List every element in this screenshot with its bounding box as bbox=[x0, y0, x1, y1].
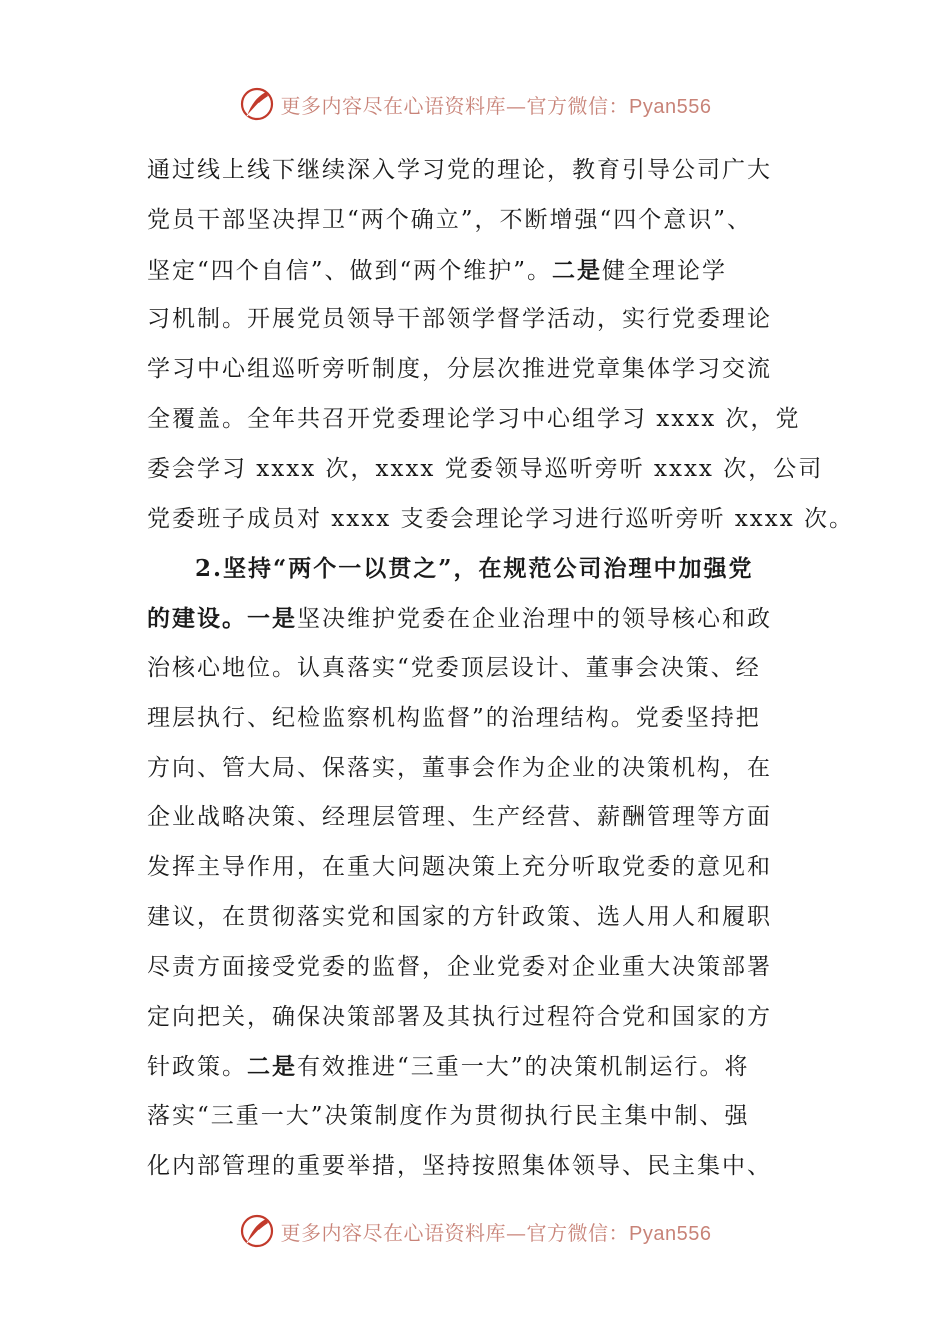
text-line: 治核心地位。认真落实“党委顶层设计、董事会决策、经 bbox=[147, 654, 761, 681]
text-line: 党员干部坚决捍卫“两个确立”，不断增强“四个意识”、 bbox=[147, 206, 753, 233]
text-line: 企业战略决策、经理层管理、生产经营、薪酬管理等方面 bbox=[147, 804, 772, 831]
banner-text: 更多内容尽在心语资料库—官方微信：Pyan556 bbox=[280, 93, 712, 118]
text-line: 的建设。一是坚决维护党委在企业治理中的领导核心和政 bbox=[147, 605, 772, 633]
text-line: 针政策。二是有效推进“三重一大”的决策机制运行。将 bbox=[147, 1053, 750, 1081]
text-line: 通过线上线下继续深入学习党的理论，教育引导公司广大 bbox=[147, 157, 772, 183]
text-line: 习机制。开展党员领导干部领学督学活动，实行党委理论 bbox=[147, 306, 772, 333]
text-line: 发挥主导作用，在重大问题决策上充分听取党委的意见和 bbox=[147, 854, 772, 881]
text-line: 落实“三重一大”决策制度作为贯彻执行民主集中制、强 bbox=[147, 1103, 750, 1130]
quill-logo-icon bbox=[239, 1213, 275, 1249]
quill-logo-icon bbox=[239, 86, 275, 122]
text-line: 坚定“四个自信”、做到“两个维护”。二是健全理论学 bbox=[147, 256, 728, 284]
section-heading: 2.坚持“两个一以贯之”，在规范公司治理中加强党 bbox=[195, 555, 754, 583]
text-line: 尽责方面接受党委的监督，企业党委对企业重大决策部署 bbox=[147, 953, 772, 980]
text-line: 化内部管理的重要举措，坚持按照集体领导、民主集中、 bbox=[147, 1152, 772, 1179]
text-line: 理层执行、纪检监察机构监督”的治理结构。党委坚持把 bbox=[147, 704, 761, 731]
text-line: 建议，在贯彻落实党和国家的方针政策、选人用人和履职 bbox=[147, 903, 772, 930]
body-text bbox=[147, 146, 855, 1192]
text-line: 党委班子成员对 xxxx 支委会理论学习进行巡听旁听 xxxx 次。 bbox=[147, 505, 855, 532]
text-line: 委会学习 xxxx 次，xxxx 党委领导巡听旁听 xxxx 次，公司 bbox=[147, 455, 824, 482]
header-banner bbox=[0, 84, 950, 124]
banner-text: 更多内容尽在心语资料库—官方微信：Pyan556 bbox=[280, 1220, 712, 1245]
footer-banner bbox=[0, 1211, 950, 1251]
text-line: 学习中心组巡听旁听制度，分层次推进党章集体学习交流 bbox=[147, 356, 772, 383]
text-line: 定向把关，确保决策部署及其执行过程符合党和国家的方 bbox=[147, 1003, 772, 1030]
text-line: 方向、管大局、保落实，董事会作为企业的决策机构，在 bbox=[147, 754, 772, 781]
text-line: 全覆盖。全年共召开党委理论学习中心组学习 xxxx 次，党 bbox=[147, 405, 801, 432]
